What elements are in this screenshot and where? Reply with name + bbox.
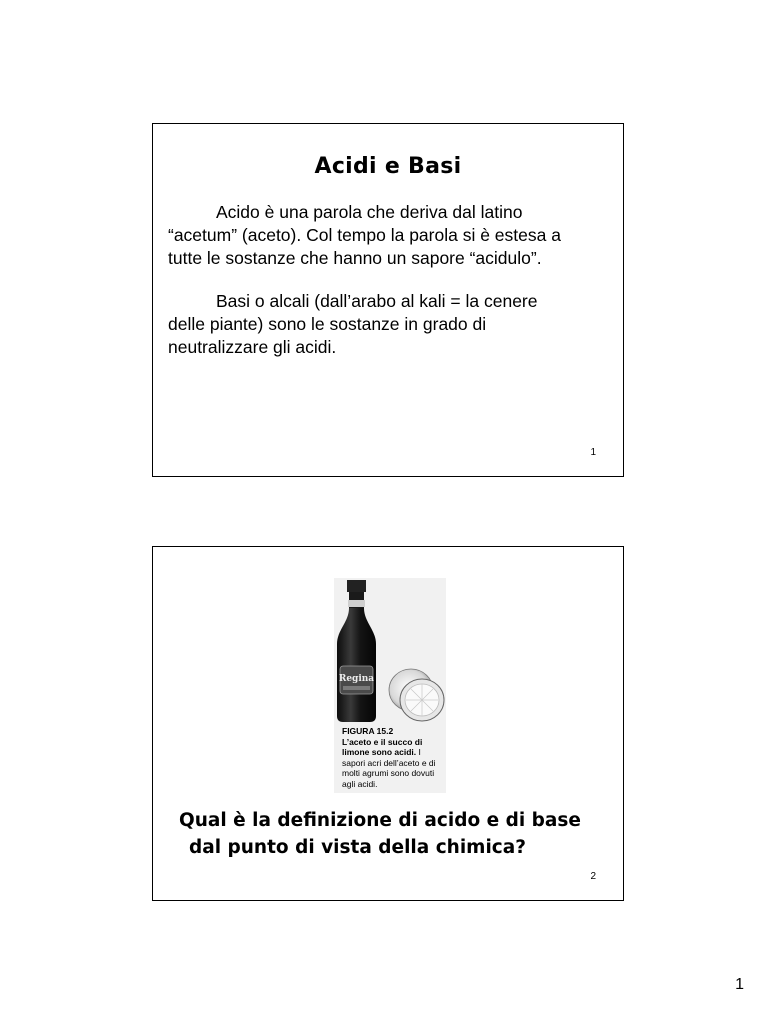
slide-1 — [152, 123, 624, 477]
figure-caption-text: I sapori acri dell’aceto e di molti agrumi sono dovuti agli acidi. — [342, 747, 436, 789]
question-text — [179, 807, 619, 861]
slide-title: Acidi e Basi — [314, 154, 462, 179]
figure-caption — [342, 726, 446, 790]
slide-2 — [152, 546, 624, 901]
page-number: 1 — [735, 976, 744, 993]
vinegar-bottle-lemon-image — [334, 578, 446, 723]
paragraph-acid-definition — [168, 201, 618, 270]
paragraph-line: “acetum” (aceto). Col tempo la parola si è estesa a — [168, 225, 561, 245]
paragraph-line: Basi o alcali (dall’arabo al kali = la cenere — [216, 291, 538, 311]
paragraph-base-definition — [168, 290, 618, 359]
slide-number: 1 — [590, 447, 596, 458]
figure-caption-title: FIGURA 15.2 — [342, 726, 394, 736]
question-line: Qual è la definizione di acido e di base — [179, 810, 581, 831]
paragraph-line: tutte le sostanze che hanno un sapore “acidulo”. — [168, 248, 542, 268]
paragraph-line: delle piante) sono le sostanze in grado di — [168, 314, 487, 334]
paragraph-line: Acido è una parola che deriva dal latino — [216, 202, 523, 222]
question-line: dal punto di vista della chimica? — [189, 837, 526, 858]
figure-caption-bold: L’aceto e il succo di limone sono acidi. — [342, 736, 423, 758]
slide-number: 2 — [590, 871, 596, 882]
bottle-label: Regina — [338, 674, 375, 684]
vinegar-lemon-figure — [334, 578, 446, 793]
paragraph-line: neutralizzare gli acidi. — [168, 337, 337, 357]
